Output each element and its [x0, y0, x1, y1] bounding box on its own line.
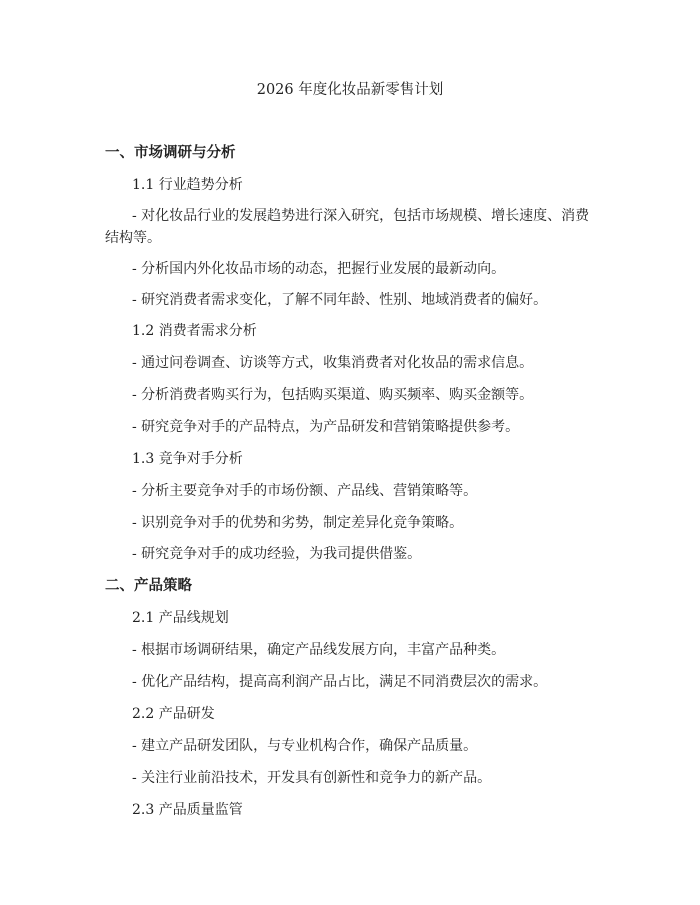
- section-heading-product-strategy: 二、产品策略: [105, 578, 192, 594]
- list-item: - 分析主要竞争对手的市场份额、产品线、营销策略等。: [132, 483, 478, 499]
- list-item: - 分析国内外化妆品市场的动态，把握行业发展的最新动向。: [132, 261, 506, 277]
- subsection-heading-competitors: 1.3 竞争对手分析: [132, 451, 243, 467]
- list-item: - 优化产品结构，提高高利润产品占比，满足不同消费层次的需求。: [132, 674, 548, 690]
- subsection-heading-product-line: 2.1 产品线规划: [132, 610, 229, 626]
- list-item: - 对化妆品行业的发展趋势进行深入研究，包括市场规模、增长速度、消费结构等。: [105, 208, 590, 246]
- list-item: - 分析消费者购买行为，包括购买渠道、购买频率、购买金额等。: [132, 387, 534, 403]
- list-item: - 建立产品研发团队，与专业机构合作，确保产品质量。: [132, 738, 478, 754]
- subsection-heading-quality: 2.3 产品质量监管: [132, 802, 243, 818]
- list-item: - 研究竞争对手的产品特点，为产品研发和营销策略提供参考。: [132, 419, 520, 435]
- list-item: - 根据市场调研结果，确定产品线发展方向，丰富产品种类。: [132, 642, 506, 658]
- list-item: - 通过问卷调查、访谈等方式，收集消费者对化妆品的需求信息。: [132, 355, 534, 371]
- subsection-heading-industry-trends: 1.1 行业趋势分析: [132, 177, 243, 193]
- list-item: - 研究消费者需求变化，了解不同年龄、性别、地域消费者的偏好。: [132, 292, 548, 308]
- section-heading-market-research: 一、市场调研与分析: [105, 145, 236, 161]
- list-item: - 研究竞争对手的成功经验，为我司提供借鉴。: [132, 546, 422, 562]
- document-title: 2026 年度化妆品新零售计划: [256, 82, 444, 98]
- list-item: - 识别竞争对手的优势和劣势，制定差异化竞争策略。: [132, 515, 464, 531]
- subsection-heading-consumer-needs: 1.2 消费者需求分析: [132, 323, 257, 339]
- subsection-heading-product-rd: 2.2 产品研发: [132, 706, 215, 722]
- list-item: - 关注行业前沿技术，开发具有创新性和竞争力的新产品。: [132, 770, 492, 786]
